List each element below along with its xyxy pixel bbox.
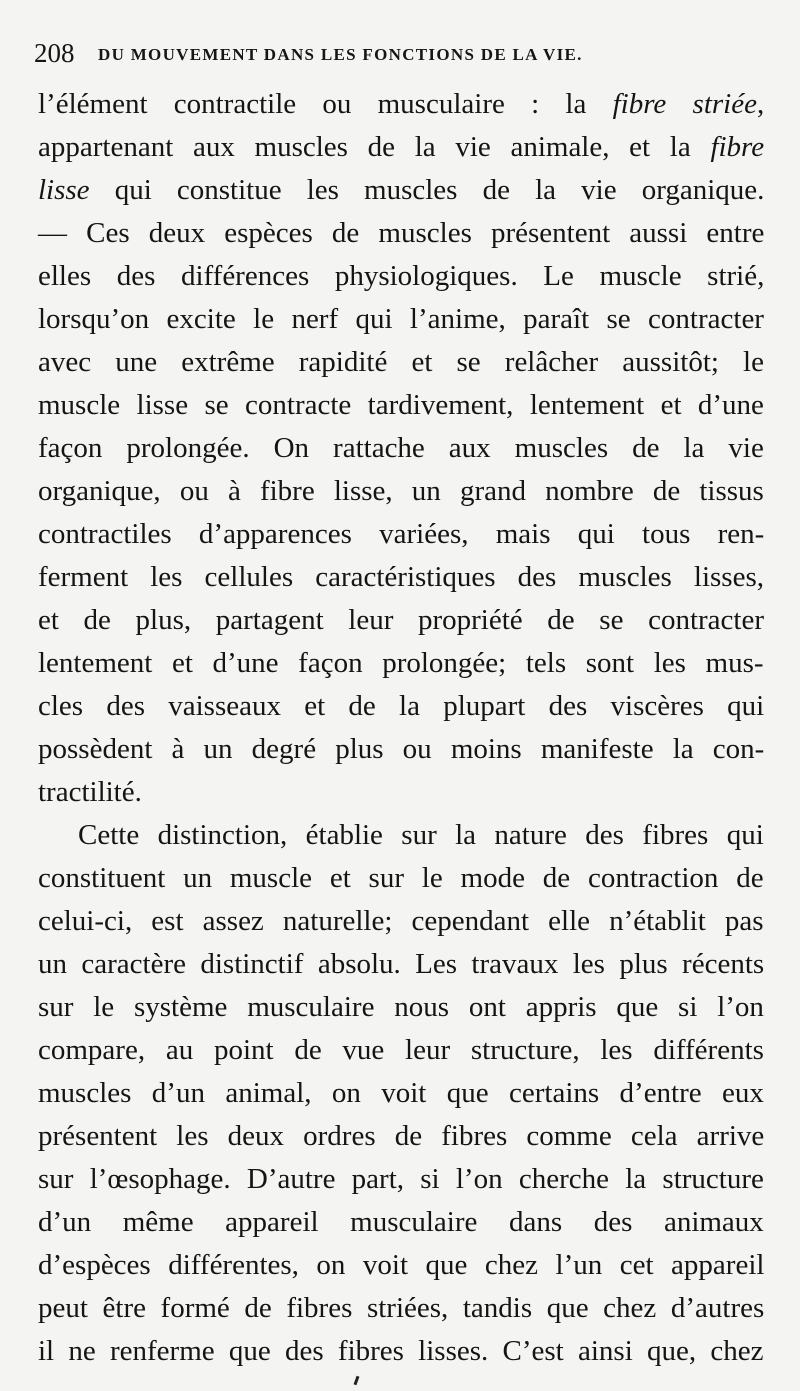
text-line-4 [38, 212, 764, 255]
line-6-text: lorsqu’on excite le nerf qui l’anime, paraît se contracter [38, 303, 764, 335]
text-line-18 [38, 814, 764, 857]
line-9-text: façon prolongée. On rattache aux muscles de la vie [38, 432, 764, 464]
text-line-16 [38, 728, 764, 771]
line-27-text: d’un même appareil musculaire dans des animaux [38, 1206, 764, 1238]
line-14-text: lentement et d’une façon prolongée; tels sont les mus- [38, 647, 764, 679]
line-11-text: contractiles d’apparences variées, mais qui tous ren- [38, 518, 765, 550]
line-15-text: cles des vaisseaux et de la plupart des viscères qui [38, 690, 765, 722]
line-13-text: et de plus, partagent leur propriété de se contracter [38, 604, 764, 636]
line-2-text: appartenant aux muscles de la vie animale, et la fibre [38, 131, 765, 163]
line-7-text: avec une extrême rapidité et se relâcher aussitôt; le [38, 346, 764, 378]
text-line-23 [38, 1029, 764, 1072]
text-line-6 [38, 298, 764, 341]
text-line-10 [38, 470, 764, 513]
text-line-29 [38, 1287, 764, 1330]
text-line-3 [38, 169, 764, 212]
line-22-text: sur le système musculaire nous ont appris que si l’on [38, 991, 764, 1023]
text-line-26 [38, 1158, 764, 1201]
line-28-text: d’espèces différentes, on voit que chez l’un cet appareil [38, 1249, 765, 1281]
italic-term: fibre striée [612, 88, 757, 120]
text-line-11 [38, 513, 764, 556]
text-line-5 [38, 255, 764, 298]
line-19-text: constituent un muscle et sur le mode de contraction de [38, 862, 764, 894]
ink-mark [354, 1376, 360, 1385]
text-line-20 [38, 900, 764, 943]
text-line-15 [38, 685, 764, 728]
running-title: DU MOUVEMENT DANS LES FONCTIONS DE LA VIE. [98, 45, 583, 64]
line-3-text: lisse qui constitue les muscles de la vie organique. [38, 174, 765, 206]
text-line-9 [38, 427, 764, 470]
text-line-22 [38, 986, 764, 1029]
text-line-8 [38, 384, 764, 427]
italic-term: lisse [38, 174, 90, 206]
italic-term: fibre [710, 131, 765, 163]
line-20-text: celui-ci, est assez naturelle; cependant elle n’établit pas [38, 905, 764, 937]
line-25-text: présentent les deux ordres de fibres comme cela arrive [38, 1120, 765, 1152]
line-5-text: elles des différences physiologiques. Le muscle strié, [38, 260, 765, 292]
text-line-24 [38, 1072, 764, 1115]
line-26-text: sur l’œsophage. D’autre part, si l’on cherche la structure [38, 1163, 764, 1195]
page-number: 208 [34, 38, 75, 68]
line-21-text: un caractère distinctif absolu. Les travaux les plus récents [38, 948, 765, 980]
line-23-text: compare, au point de vue leur structure, les différents [38, 1034, 764, 1066]
text-line-19 [38, 857, 764, 900]
line-24-text: muscles d’un animal, on voit que certains d’entre eux [38, 1077, 764, 1109]
text-line-30 [38, 1330, 764, 1373]
line-4-text: — Ces deux espèces de muscles présentent aussi entre [38, 217, 765, 249]
text-line-25 [38, 1115, 764, 1158]
line-12-text: ferment les cellules caractéristiques des muscles lisses, [38, 561, 764, 593]
text-line-1 [38, 83, 764, 126]
text-line-13 [38, 599, 764, 642]
text-line-27 [38, 1201, 764, 1244]
line-30-text: il ne renferme que des fibres lisses. C’est ainsi que, chez [38, 1335, 764, 1367]
text-line-2 [38, 126, 764, 169]
line-8-text: muscle lisse se contracte tardivement, lentement et d’une [38, 389, 764, 421]
line-16-text: possèdent à un degré plus ou moins manifeste la con- [38, 733, 765, 765]
page-header [34, 36, 764, 70]
text-line-21 [38, 943, 764, 986]
text-line-28 [38, 1244, 764, 1287]
line-29-text: peut être formé de fibres striées, tandis que chez d’autres [38, 1292, 765, 1324]
line-17-text: tractilité. [38, 776, 142, 808]
line-1-text: l’élément contractile ou musculaire : la fibre striée, [38, 88, 765, 120]
line-10-text: organique, ou à fibre lisse, un grand nombre de tissus [38, 475, 764, 507]
text-line-7 [38, 341, 764, 384]
text-line-17 [38, 771, 764, 814]
line-18-text: Cette distinction, établie sur la nature des fibres qui [78, 819, 764, 851]
text-line-14 [38, 642, 764, 685]
body-text [38, 83, 764, 1373]
text-line-12 [38, 556, 764, 599]
